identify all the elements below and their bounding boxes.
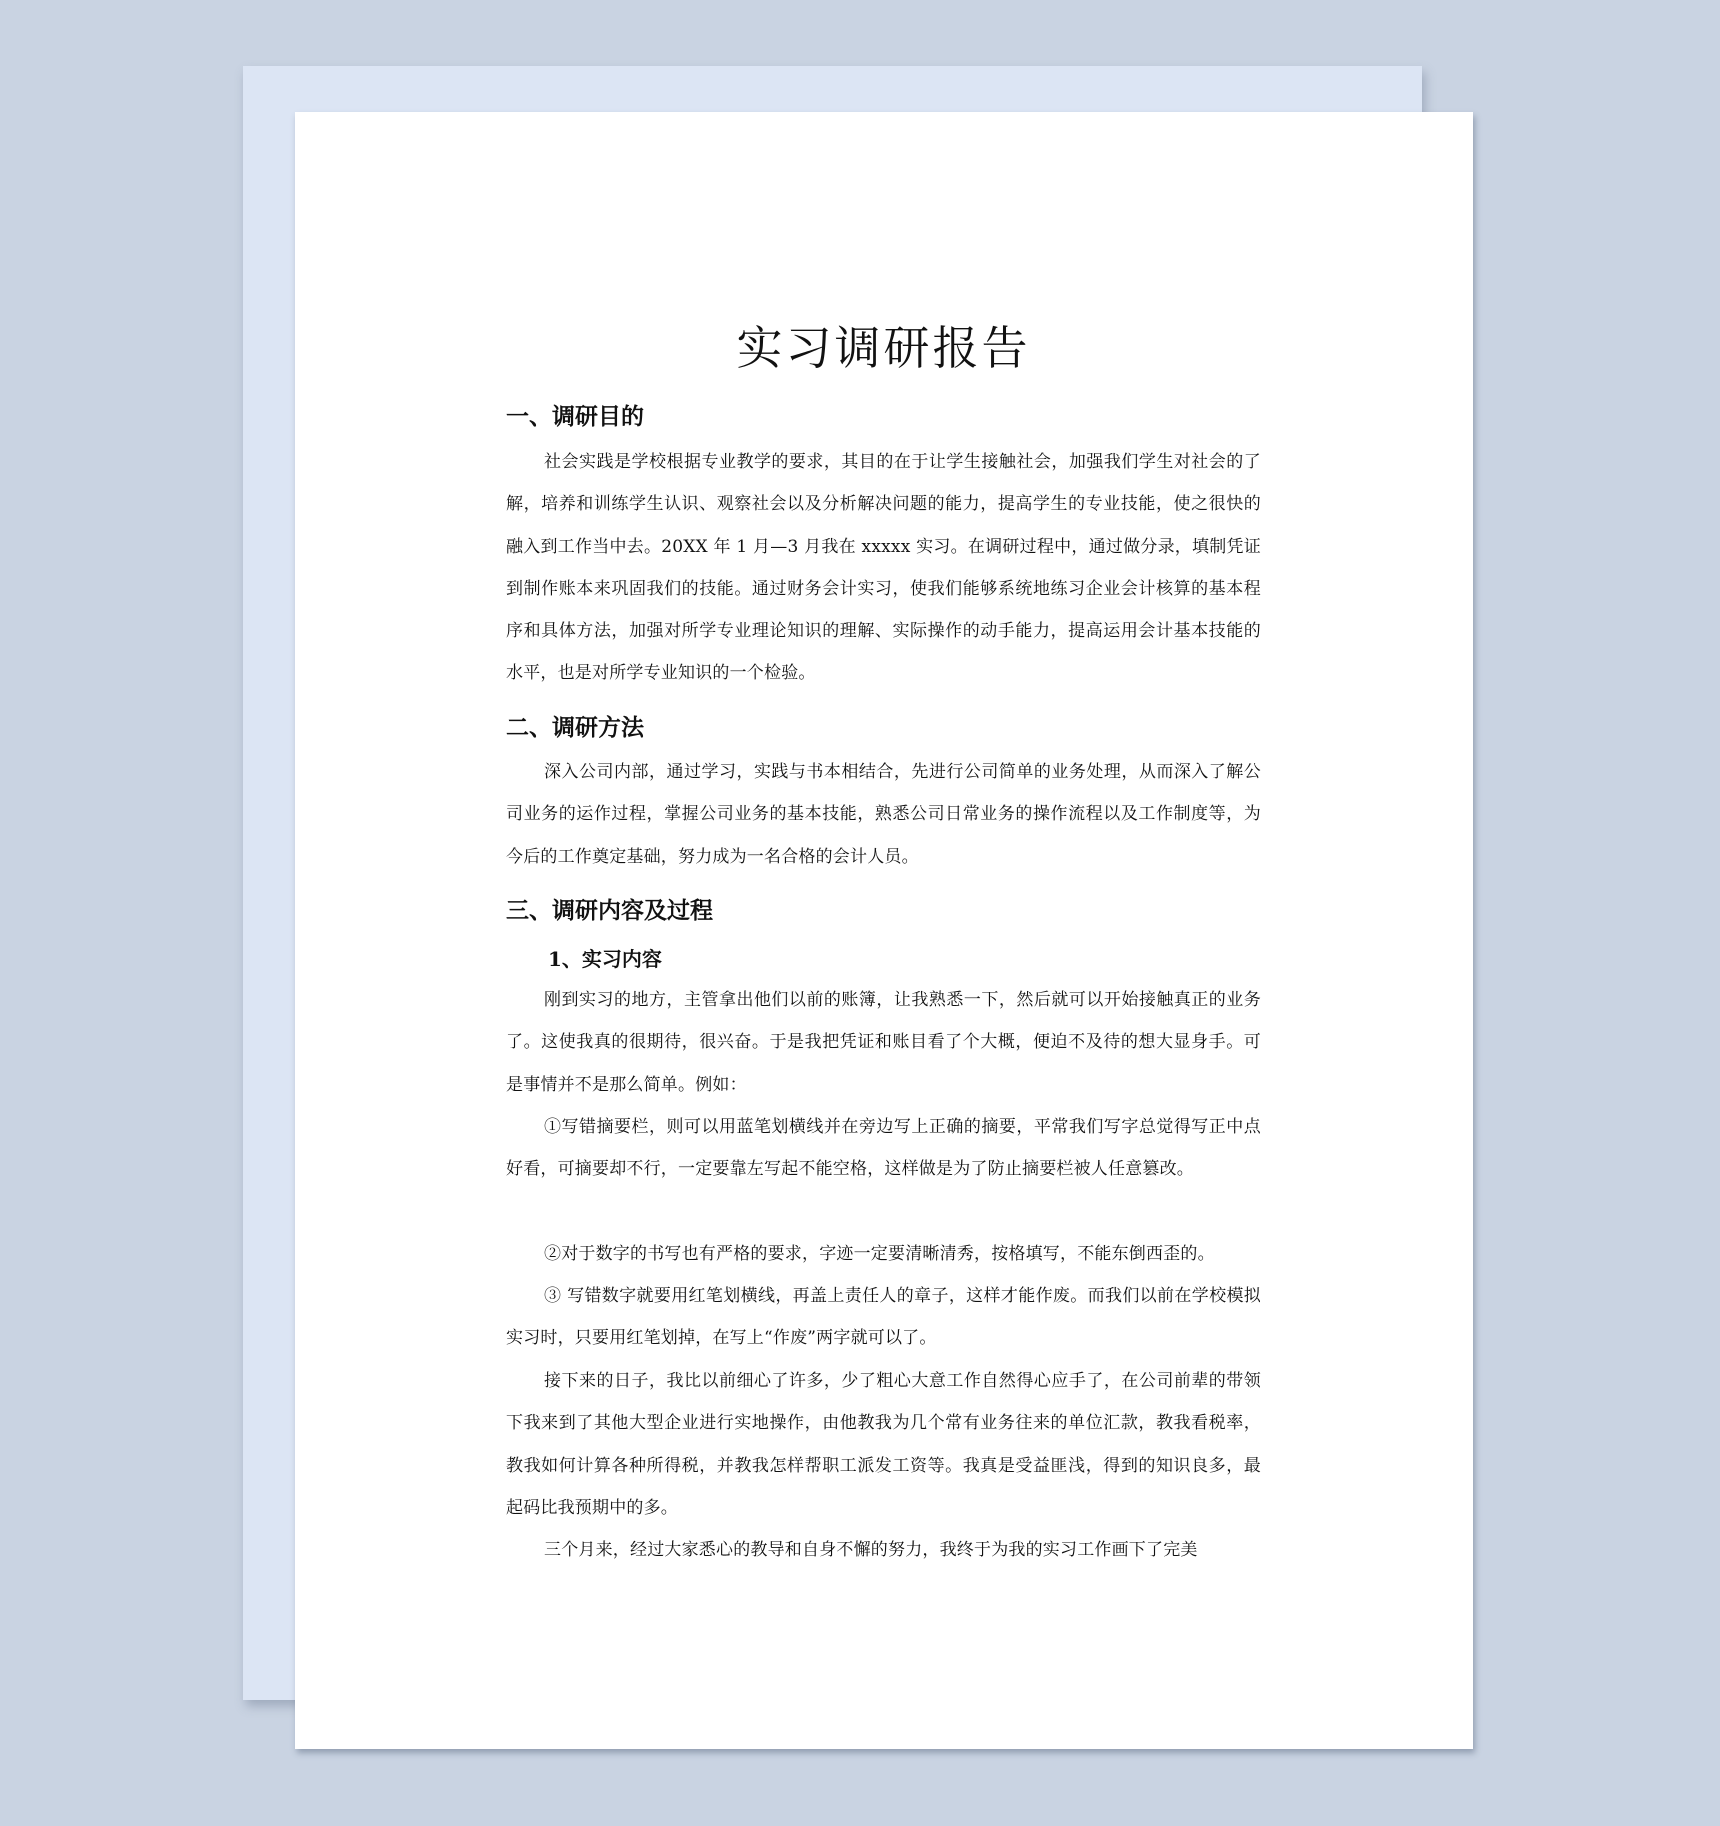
paragraph-item-1: ①写错摘要栏，则可以用蓝笔划横线并在旁边写上正确的摘要，平常我们写字总觉得写正中点好看，可摘要却不行，一定要靠左写起不能空格，这样做是为了防止摘要栏被人任意篡改。 bbox=[506, 1117, 1261, 1180]
paragraph-arrival: 刚到实习的地方，主管拿出他们以前的账簿，让我熟悉一下，然后就可以开始接触真正的业务了。这使我真的很期待，很兴奋。于是我把凭证和账目看了个大概，便迫不及待的想大显身手。可是事情并不是那么简单。例如： bbox=[506, 990, 1261, 1095]
document-page bbox=[295, 112, 1473, 1749]
section-heading-purpose: 一、调研目的 bbox=[506, 404, 644, 430]
subheading-internship-content: 1、实习内容 bbox=[548, 947, 662, 971]
paragraph-item-2: ②对于数字的书写也有严格的要求，字迹一定要清晰清秀，按格填写，不能东倒西歪的。 bbox=[544, 1244, 1215, 1264]
paragraph-method: 深入公司内部，通过学习，实践与书本相结合，先进行公司简单的业务处理，从而深入了解公司业务的运作过程，掌握公司业务的基本技能，熟悉公司日常业务的操作流程以及工作制度等，为今后的工作奠定基础，努力成为一名合格的会计人员。 bbox=[506, 762, 1261, 867]
paragraph-following-days: 接下来的日子，我比以前细心了许多，少了粗心大意工作自然得心应手了，在公司前辈的带领下我来到了其他大型企业进行实地操作，由他教我为几个常有业务往来的单位汇款，教我看税率，教我如何计算各种所得税，并教我怎样帮职工派发工资等。我真是受益匪浅，得到的知识良多，最起码比我预期中的多。 bbox=[506, 1371, 1261, 1518]
section-heading-content-process: 三、调研内容及过程 bbox=[506, 898, 713, 924]
section-heading-method: 二、调研方法 bbox=[506, 715, 644, 741]
document-title: 实习调研报告 bbox=[736, 321, 1031, 375]
paragraph-item-3: ③ 写错数字就要用红笔划横线，再盖上责任人的章子，这样才能作废。而我们以前在学校模拟实习时，只要用红笔划掉，在写上“作废”两字就可以了。 bbox=[506, 1286, 1261, 1349]
paragraph-purpose: 社会实践是学校根据专业教学的要求，其目的在于让学生接触社会，加强我们学生对社会的了解，培养和训练学生认识、观察社会以及分析解决问题的能力，提高学生的专业技能，使之很快的融入到工作当中去。20XX 年 1 月—3 月我在 xxxxx 实习。在调研过程中，通过做分录，填制凭证到制作账本来巩固我们的技能。通过财务会计实习，使我们能够系统地练习企业会计核算的基本程序和具体方法，加强对所学专业理论知识的理解、实际操作的动手能力，提高运用会计基本技能的水平，也是对所学专业知识的一个检验。 bbox=[506, 452, 1261, 684]
paragraph-three-months: 三个月来，经过大家悉心的教导和自身不懈的努力，我终于为我的实习工作画下了完美 bbox=[544, 1540, 1198, 1560]
